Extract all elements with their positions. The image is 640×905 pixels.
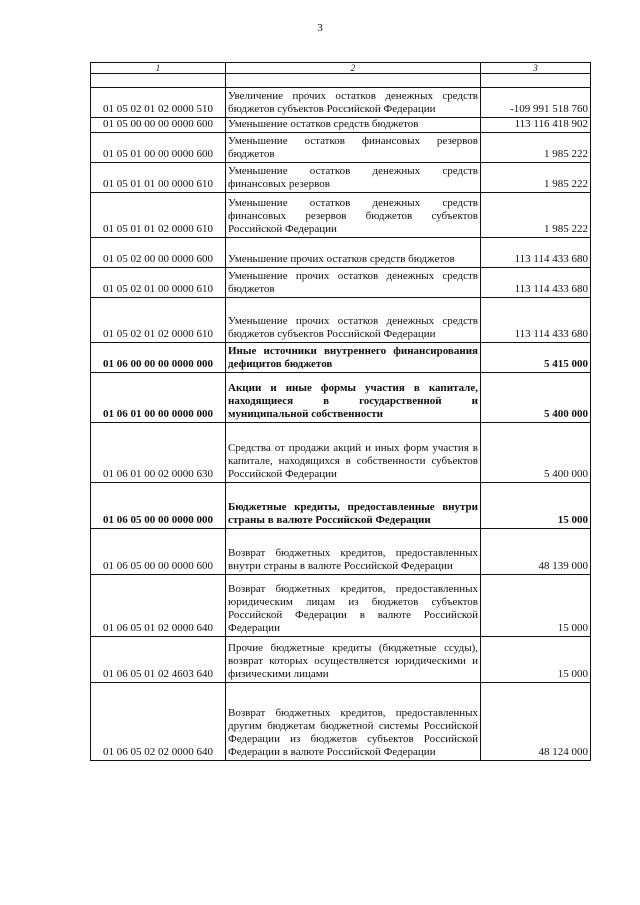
code-cell: 01 05 02 01 02 0000 510 (91, 88, 226, 118)
table-row (91, 483, 591, 529)
table-row (91, 238, 591, 268)
code-cell: 01 05 00 00 00 0000 600 (91, 118, 226, 133)
table-row (91, 193, 591, 238)
code-cell: 01 05 02 01 00 0000 610 (91, 268, 226, 298)
amount-cell: 5 415 000 (481, 343, 591, 373)
code-cell: 01 06 05 00 00 0000 600 (91, 529, 226, 575)
table-row (91, 268, 591, 298)
code-cell (91, 74, 226, 88)
table-row (91, 343, 591, 373)
name-cell: Прочие бюджетные кредиты (бюджетные ссуды), возврат которых осуществляется юридическими и физическими лицами (226, 637, 481, 683)
table-row (91, 575, 591, 637)
amount-cell: 113 114 433 680 (481, 298, 591, 343)
code-cell: 01 06 05 00 00 0000 000 (91, 483, 226, 529)
amount-cell: 15 000 (481, 575, 591, 637)
code-cell: 01 05 01 00 00 0000 600 (91, 133, 226, 163)
name-cell: Уменьшение остатков средств бюджетов (226, 118, 481, 133)
amount-cell: 48 124 000 (481, 683, 591, 761)
code-cell: 01 05 01 01 02 0000 610 (91, 193, 226, 238)
amount-cell: 1 985 222 (481, 133, 591, 163)
amount-cell: 15 000 (481, 483, 591, 529)
name-cell: Уменьшение прочих остатков средств бюджетов (226, 238, 481, 268)
table-row (91, 423, 591, 483)
name-cell: Уменьшение прочих остатков денежных средств бюджетов (226, 268, 481, 298)
amount-cell: 1 985 222 (481, 193, 591, 238)
amount-cell: 113 114 433 680 (481, 268, 591, 298)
name-cell: Бюджетные кредиты, предоставленные внутри страны в валюте Российской Федерации (226, 483, 481, 529)
page-number: 3 (317, 22, 323, 34)
table-row (91, 683, 591, 761)
column-header: 3 (481, 63, 591, 74)
amount-cell: 113 116 418 902 (481, 118, 591, 133)
name-cell: Возврат бюджетных кредитов, предоставленных внутри страны в валюте Российской Федерации (226, 529, 481, 575)
name-cell: Акции и иные формы участия в капитале, находящиеся в государственной и муниципальной собственности (226, 373, 481, 423)
amount-cell: 48 139 000 (481, 529, 591, 575)
amount-cell: 5 400 000 (481, 423, 591, 483)
name-cell: Уменьшение прочих остатков денежных средств бюджетов субъектов Российской Федерации (226, 298, 481, 343)
code-cell: 01 05 02 01 02 0000 610 (91, 298, 226, 343)
code-cell: 01 06 05 02 02 0000 640 (91, 683, 226, 761)
table-row (91, 163, 591, 193)
name-cell: Уменьшение остатков денежных средств финансовых резервов (226, 163, 481, 193)
code-cell: 01 06 01 00 02 0000 630 (91, 423, 226, 483)
amount-cell: 113 114 433 680 (481, 238, 591, 268)
amount-cell: -109 991 518 760 (481, 88, 591, 118)
table-row (91, 373, 591, 423)
code-cell: 01 06 00 00 00 0000 000 (91, 343, 226, 373)
amount-cell: 1 985 222 (481, 163, 591, 193)
column-header: 2 (226, 63, 481, 74)
name-cell: Возврат бюджетных кредитов, предоставленных другим бюджетам бюджетной системы Российской Федерации из бюджетов субъектов Российской Федерации в валюте Российской Федерации (226, 683, 481, 761)
name-cell (226, 74, 481, 88)
amount-cell: 5 400 000 (481, 373, 591, 423)
table-row (91, 637, 591, 683)
table-row (91, 298, 591, 343)
table-row (91, 88, 591, 118)
table-row (91, 118, 591, 133)
code-cell: 01 06 05 01 02 0000 640 (91, 575, 226, 637)
name-cell: Иные источники внутреннего финансирования дефицитов бюджетов (226, 343, 481, 373)
name-cell: Увеличение прочих остатков денежных средств бюджетов субъектов Российской Федерации (226, 88, 481, 118)
amount-cell: 15 000 (481, 637, 591, 683)
table-row (91, 529, 591, 575)
name-cell: Уменьшение остатков финансовых резервов бюджетов (226, 133, 481, 163)
table-header-row (91, 63, 591, 74)
code-cell: 01 06 01 00 00 0000 000 (91, 373, 226, 423)
table-row (91, 74, 591, 88)
table-row (91, 133, 591, 163)
code-cell: 01 05 01 01 00 0000 610 (91, 163, 226, 193)
name-cell: Средства от продажи акций и иных форм участия в капитале, находящихся в собственности субъектов Российской Федерации (226, 423, 481, 483)
code-cell: 01 06 05 01 02 4603 640 (91, 637, 226, 683)
name-cell: Возврат бюджетных кредитов, предоставленных юридическим лицам из бюджетов субъектов Российской Федерации в валюте Российской Федерации (226, 575, 481, 637)
name-cell: Уменьшение остатков денежных средств финансовых резервов бюджетов субъектов Российской Федерации (226, 193, 481, 238)
amount-cell (481, 74, 591, 88)
column-header: 1 (91, 63, 226, 74)
code-cell: 01 05 02 00 00 0000 600 (91, 238, 226, 268)
budget-sources-table (90, 62, 591, 761)
